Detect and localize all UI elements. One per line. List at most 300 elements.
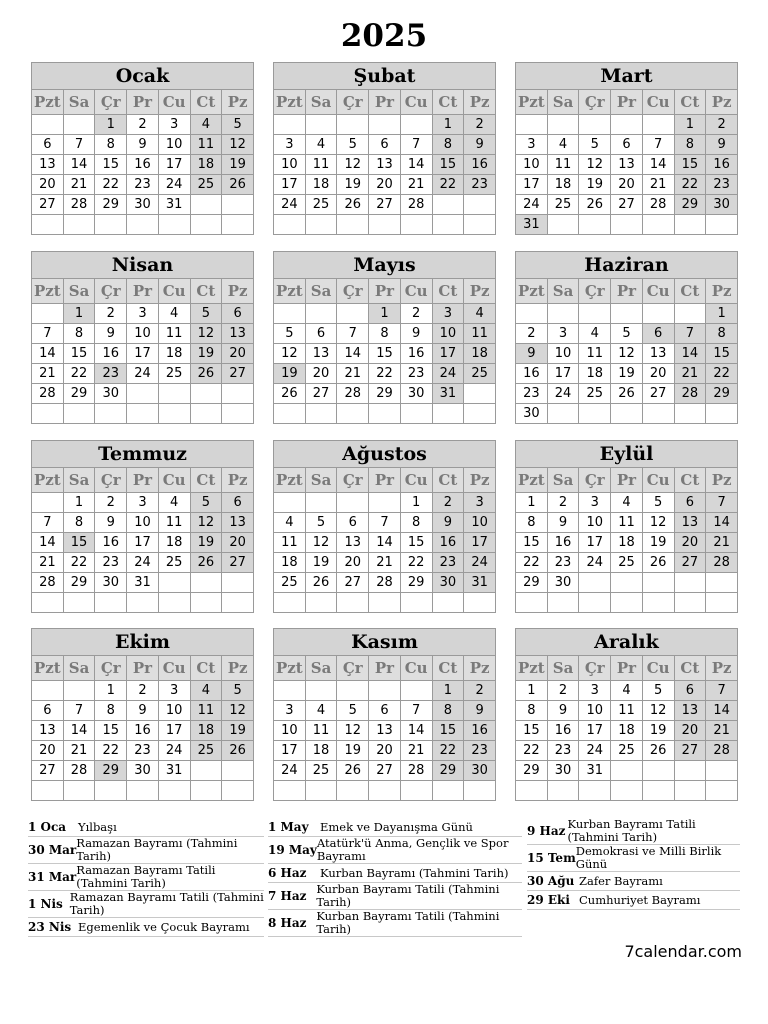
day-cell: 28 [32, 384, 64, 404]
day-cell: 29 [674, 195, 706, 215]
weekday-header: Cu [158, 656, 190, 681]
weekday-header: Çr [95, 468, 127, 493]
empty-cell [190, 404, 222, 424]
day-cell: 31 [158, 195, 190, 215]
weekday-header: Cu [642, 468, 674, 493]
weekday-header: Ct [432, 279, 464, 304]
day-cell: 27 [674, 741, 706, 761]
day-cell: 31 [158, 761, 190, 781]
holiday-row [28, 864, 264, 891]
weekday-header: Sa [305, 90, 337, 115]
empty-cell [305, 681, 337, 701]
day-cell: 26 [305, 573, 337, 593]
holiday-name: Emek ve Dayanışma Günü [320, 819, 473, 834]
empty-cell [63, 115, 95, 135]
day-cell: 2 [432, 493, 464, 513]
day-cell: 2 [127, 681, 159, 701]
day-cell: 18 [547, 175, 579, 195]
empty-cell [400, 404, 432, 424]
holiday-name: Cumhuriyet Bayramı [579, 892, 701, 907]
month-name: Şubat [274, 63, 496, 90]
empty-cell [127, 593, 159, 613]
day-cell: 13 [369, 155, 401, 175]
day-cell: 14 [400, 721, 432, 741]
day-cell: 2 [95, 304, 127, 324]
day-cell: 11 [158, 324, 190, 344]
day-cell: 3 [127, 493, 159, 513]
day-cell: 25 [547, 195, 579, 215]
day-cell: 23 [127, 741, 159, 761]
empty-cell [400, 115, 432, 135]
day-cell: 7 [32, 513, 64, 533]
holiday-date: 15 Tem [527, 851, 576, 865]
day-cell: 24 [158, 741, 190, 761]
day-cell: 20 [337, 553, 369, 573]
holiday-row [28, 818, 264, 837]
day-cell: 14 [706, 701, 738, 721]
day-cell: 28 [642, 195, 674, 215]
weekday-header: Cu [642, 279, 674, 304]
day-cell: 11 [305, 155, 337, 175]
day-cell: 2 [464, 115, 496, 135]
day-cell: 21 [32, 364, 64, 384]
holiday-row [268, 883, 522, 910]
weekday-header: Ct [432, 90, 464, 115]
day-cell: 16 [464, 155, 496, 175]
weekday-header: Ct [190, 656, 222, 681]
holiday-date: 7 Haz [268, 889, 307, 903]
weekday-header: Pzt [516, 279, 548, 304]
month-6 [515, 251, 738, 424]
empty-cell [674, 781, 706, 801]
day-cell: 28 [400, 195, 432, 215]
day-cell: 23 [127, 175, 159, 195]
weekday-header: Pz [706, 656, 738, 681]
month-7 [31, 440, 254, 613]
weekday-header: Sa [547, 90, 579, 115]
day-cell: 16 [516, 364, 548, 384]
day-cell: 5 [642, 681, 674, 701]
day-cell: 11 [274, 533, 306, 553]
day-cell: 24 [127, 364, 159, 384]
empty-cell [516, 304, 548, 324]
day-cell: 18 [611, 533, 643, 553]
empty-cell [400, 593, 432, 613]
day-cell: 28 [706, 553, 738, 573]
day-cell: 4 [611, 681, 643, 701]
day-cell: 31 [432, 384, 464, 404]
day-cell: 27 [369, 195, 401, 215]
empty-cell [222, 215, 254, 235]
site-link[interactable]: 7calendar.com [624, 942, 742, 961]
empty-cell [579, 781, 611, 801]
day-cell: 5 [190, 493, 222, 513]
day-cell: 5 [222, 681, 254, 701]
day-cell: 28 [674, 384, 706, 404]
day-cell: 22 [369, 364, 401, 384]
empty-cell [127, 404, 159, 424]
month-12 [515, 628, 738, 801]
day-cell: 16 [464, 721, 496, 741]
weekday-header: Pz [464, 279, 496, 304]
holiday-name: Demokrasi ve Milli Birlik Günü [575, 844, 722, 871]
day-cell: 7 [400, 135, 432, 155]
empty-cell [674, 593, 706, 613]
month-4 [31, 251, 254, 424]
empty-cell [63, 681, 95, 701]
day-cell: 15 [95, 721, 127, 741]
day-cell: 14 [63, 721, 95, 741]
empty-cell [432, 404, 464, 424]
day-cell: 5 [274, 324, 306, 344]
weekday-header: Pr [611, 90, 643, 115]
day-cell: 10 [547, 344, 579, 364]
day-cell: 24 [516, 195, 548, 215]
day-cell: 21 [369, 553, 401, 573]
day-cell: 14 [674, 344, 706, 364]
weekday-header: Cu [642, 656, 674, 681]
day-cell: 9 [127, 135, 159, 155]
weekday-header: Sa [305, 279, 337, 304]
empty-cell [274, 404, 306, 424]
empty-cell [642, 215, 674, 235]
day-cell: 21 [706, 721, 738, 741]
weekday-header: Pzt [32, 656, 64, 681]
weekday-header: Pz [464, 656, 496, 681]
day-cell: 9 [127, 701, 159, 721]
empty-cell [369, 215, 401, 235]
weekday-header: Çr [337, 279, 369, 304]
empty-cell [190, 215, 222, 235]
day-cell: 1 [674, 115, 706, 135]
day-cell: 11 [305, 721, 337, 741]
day-cell: 8 [63, 513, 95, 533]
day-cell: 24 [274, 761, 306, 781]
day-cell: 4 [611, 493, 643, 513]
day-cell: 15 [674, 155, 706, 175]
weekday-header: Pzt [274, 90, 306, 115]
day-cell: 7 [337, 324, 369, 344]
holiday-list-1 [28, 818, 264, 937]
day-cell: 25 [305, 195, 337, 215]
weekday-header: Ct [674, 468, 706, 493]
day-cell: 17 [432, 344, 464, 364]
day-cell: 21 [63, 741, 95, 761]
empty-cell [305, 404, 337, 424]
day-cell: 3 [158, 681, 190, 701]
day-cell: 8 [432, 135, 464, 155]
day-cell: 8 [432, 701, 464, 721]
empty-cell [706, 781, 738, 801]
empty-cell [674, 761, 706, 781]
month-2 [273, 62, 496, 235]
empty-cell [579, 115, 611, 135]
day-cell: 19 [274, 364, 306, 384]
day-cell: 13 [611, 155, 643, 175]
empty-cell [158, 593, 190, 613]
day-cell: 4 [547, 135, 579, 155]
month-name: Ocak [32, 63, 254, 90]
holiday-date: 1 May [268, 820, 309, 834]
day-cell: 23 [95, 553, 127, 573]
day-cell: 30 [516, 404, 548, 424]
weekday-header: Çr [337, 90, 369, 115]
weekday-header: Pz [222, 468, 254, 493]
day-cell: 15 [706, 344, 738, 364]
empty-cell [63, 215, 95, 235]
empty-cell [222, 404, 254, 424]
weekday-header: Çr [337, 468, 369, 493]
day-cell: 8 [95, 135, 127, 155]
empty-cell [579, 304, 611, 324]
weekday-header: Pr [127, 90, 159, 115]
day-cell: 19 [642, 721, 674, 741]
weekday-header: Ct [432, 468, 464, 493]
empty-cell [400, 781, 432, 801]
month-name: Mart [516, 63, 738, 90]
day-cell: 12 [642, 701, 674, 721]
day-cell: 15 [63, 533, 95, 553]
day-cell: 10 [579, 701, 611, 721]
weekday-header: Ct [190, 468, 222, 493]
day-cell: 22 [432, 741, 464, 761]
day-cell: 10 [516, 155, 548, 175]
day-cell: 15 [516, 533, 548, 553]
day-cell: 19 [222, 155, 254, 175]
day-cell: 19 [305, 553, 337, 573]
day-cell: 15 [432, 155, 464, 175]
day-cell: 12 [611, 344, 643, 364]
day-cell: 26 [337, 195, 369, 215]
day-cell: 7 [63, 701, 95, 721]
weekday-header: Pz [222, 279, 254, 304]
empty-cell [190, 195, 222, 215]
day-cell: 2 [516, 324, 548, 344]
empty-cell [547, 304, 579, 324]
day-cell: 20 [369, 175, 401, 195]
day-cell: 28 [32, 573, 64, 593]
day-cell: 20 [611, 175, 643, 195]
day-cell: 28 [400, 761, 432, 781]
weekday-header: Pz [464, 468, 496, 493]
day-cell: 22 [516, 553, 548, 573]
weekday-header: Çr [95, 279, 127, 304]
day-cell: 17 [274, 175, 306, 195]
day-cell: 1 [432, 115, 464, 135]
day-cell: 26 [642, 741, 674, 761]
empty-cell [706, 573, 738, 593]
day-cell: 9 [95, 324, 127, 344]
day-cell: 18 [158, 344, 190, 364]
day-cell: 11 [190, 701, 222, 721]
day-cell: 24 [432, 364, 464, 384]
empty-cell [305, 781, 337, 801]
empty-cell [547, 404, 579, 424]
empty-cell [32, 115, 64, 135]
day-cell: 14 [32, 533, 64, 553]
day-cell: 18 [274, 553, 306, 573]
day-cell: 20 [32, 175, 64, 195]
day-cell: 17 [158, 155, 190, 175]
day-cell: 18 [190, 155, 222, 175]
weekday-header: Sa [63, 279, 95, 304]
day-cell: 6 [337, 513, 369, 533]
weekday-header: Çr [95, 656, 127, 681]
empty-cell [642, 304, 674, 324]
empty-cell [674, 573, 706, 593]
empty-cell [222, 761, 254, 781]
empty-cell [222, 781, 254, 801]
weekday-header: Ct [190, 279, 222, 304]
weekday-header: Pr [127, 468, 159, 493]
empty-cell [274, 115, 306, 135]
empty-cell [432, 781, 464, 801]
day-cell: 18 [190, 721, 222, 741]
holiday-row [268, 818, 522, 837]
weekday-header: Sa [63, 656, 95, 681]
day-cell: 20 [674, 533, 706, 553]
day-cell: 11 [579, 344, 611, 364]
weekday-header: Pz [222, 656, 254, 681]
day-cell: 3 [547, 324, 579, 344]
empty-cell [579, 593, 611, 613]
holiday-row [28, 837, 264, 864]
day-cell: 4 [274, 513, 306, 533]
day-cell: 1 [63, 493, 95, 513]
empty-cell [706, 404, 738, 424]
day-cell: 16 [400, 344, 432, 364]
weekday-header: Cu [158, 468, 190, 493]
day-cell: 23 [464, 741, 496, 761]
day-cell: 5 [305, 513, 337, 533]
weekday-header: Çr [579, 279, 611, 304]
day-cell: 30 [95, 384, 127, 404]
weekday-header: Pzt [32, 468, 64, 493]
day-cell: 25 [190, 175, 222, 195]
day-cell: 3 [579, 681, 611, 701]
weekday-header: Çr [579, 90, 611, 115]
day-cell: 30 [400, 384, 432, 404]
empty-cell [337, 781, 369, 801]
weekday-header: Pzt [274, 279, 306, 304]
day-cell: 27 [369, 761, 401, 781]
empty-cell [611, 781, 643, 801]
day-cell: 13 [337, 533, 369, 553]
day-cell: 9 [95, 513, 127, 533]
day-cell: 18 [158, 533, 190, 553]
weekday-header: Pr [369, 279, 401, 304]
weekday-header: Sa [63, 468, 95, 493]
empty-cell [642, 573, 674, 593]
weekday-header: Pz [706, 90, 738, 115]
day-cell: 12 [337, 155, 369, 175]
day-cell: 11 [190, 135, 222, 155]
day-cell: 27 [337, 573, 369, 593]
day-cell: 27 [222, 553, 254, 573]
day-cell: 3 [432, 304, 464, 324]
day-cell: 25 [611, 553, 643, 573]
empty-cell [274, 304, 306, 324]
day-cell: 17 [127, 344, 159, 364]
empty-cell [32, 681, 64, 701]
weekday-header: Sa [547, 279, 579, 304]
day-cell: 2 [547, 493, 579, 513]
day-cell: 16 [706, 155, 738, 175]
day-cell: 9 [464, 135, 496, 155]
holiday-row [268, 910, 522, 937]
day-cell: 28 [706, 741, 738, 761]
empty-cell [674, 215, 706, 235]
holiday-row [527, 891, 740, 910]
empty-cell [337, 304, 369, 324]
empty-cell [337, 215, 369, 235]
day-cell: 9 [706, 135, 738, 155]
day-cell: 4 [158, 493, 190, 513]
holiday-row [268, 837, 522, 864]
month-name: Temmuz [32, 441, 254, 468]
day-cell: 8 [400, 513, 432, 533]
day-cell: 11 [547, 155, 579, 175]
day-cell: 25 [464, 364, 496, 384]
day-cell: 5 [337, 701, 369, 721]
day-cell: 18 [305, 175, 337, 195]
empty-cell [400, 215, 432, 235]
empty-cell [611, 761, 643, 781]
day-cell: 16 [95, 533, 127, 553]
empty-cell [464, 215, 496, 235]
weekday-header: Pzt [516, 656, 548, 681]
empty-cell [611, 115, 643, 135]
holiday-row [28, 891, 264, 918]
empty-cell [158, 384, 190, 404]
month-name: Nisan [32, 252, 254, 279]
day-cell: 24 [547, 384, 579, 404]
day-cell: 9 [547, 701, 579, 721]
day-cell: 9 [464, 701, 496, 721]
empty-cell [611, 593, 643, 613]
day-cell: 12 [305, 533, 337, 553]
day-cell: 19 [579, 175, 611, 195]
weekday-header: Pz [222, 90, 254, 115]
empty-cell [706, 215, 738, 235]
weekday-header: Sa [305, 468, 337, 493]
day-cell: 19 [222, 721, 254, 741]
month-name: Eylül [516, 441, 738, 468]
empty-cell [190, 384, 222, 404]
day-cell: 23 [547, 741, 579, 761]
empty-cell [158, 781, 190, 801]
month-name: Aralık [516, 629, 738, 656]
empty-cell [305, 215, 337, 235]
weekday-header: Ct [674, 279, 706, 304]
day-cell: 12 [222, 701, 254, 721]
holiday-name: Ramazan Bayramı Tatili (Tahmini Tarih) [76, 863, 216, 890]
day-cell: 4 [190, 681, 222, 701]
empty-cell [190, 781, 222, 801]
empty-cell [337, 681, 369, 701]
holiday-name: Kurban Bayramı Tatili (Tahmini Tarih) [316, 882, 500, 909]
day-cell: 18 [611, 721, 643, 741]
holiday-date: 8 Haz [268, 916, 307, 930]
holiday-name: Kurban Bayramı Tatili (Tahmini Tarih) [567, 817, 696, 844]
empty-cell [305, 493, 337, 513]
day-cell: 21 [400, 175, 432, 195]
day-cell: 26 [190, 553, 222, 573]
day-cell: 29 [63, 573, 95, 593]
day-cell: 10 [158, 701, 190, 721]
day-cell: 23 [464, 175, 496, 195]
empty-cell [464, 404, 496, 424]
